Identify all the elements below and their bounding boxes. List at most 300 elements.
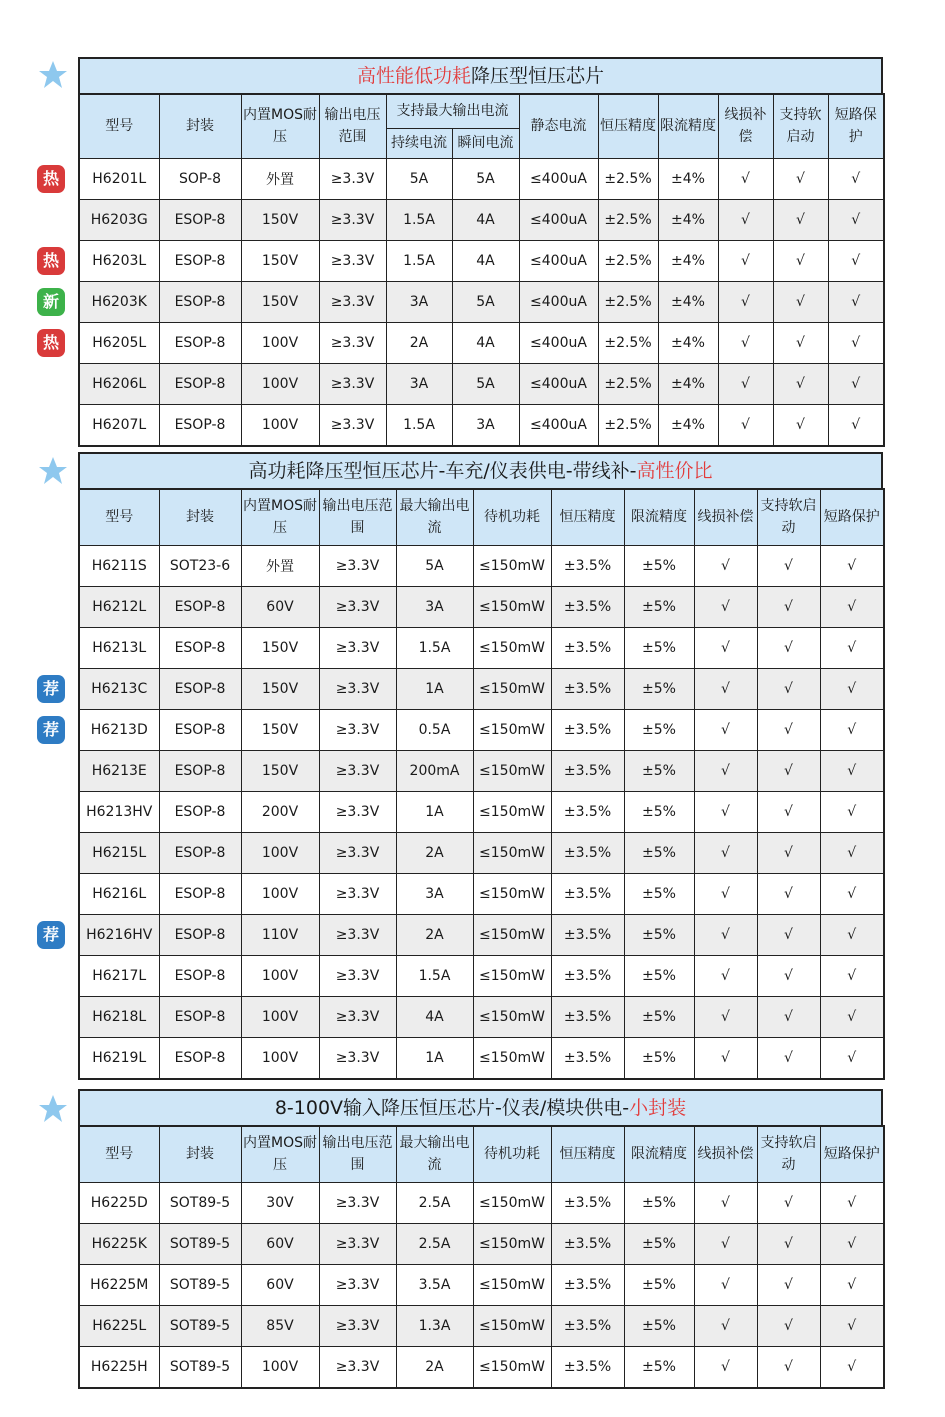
table-cell: √ (757, 586, 820, 627)
column-header: 支持软启动 (757, 489, 820, 545)
table-cell: ±3.5% (551, 627, 624, 668)
table-cell: ±4% (658, 199, 718, 240)
model-cell: H6201L (79, 158, 159, 199)
table-row (79, 158, 884, 199)
table-cell: ≥3.3V (319, 404, 386, 446)
section-title: 高性能低功耗降压型恒压芯片 (78, 57, 883, 93)
table-cell: ±3.5% (551, 914, 624, 955)
spec-table (78, 1125, 885, 1389)
header-model: 型号 (79, 94, 159, 158)
table-cell: √ (820, 750, 884, 791)
table-cell: 2A (396, 914, 473, 955)
table-cell: 4A (452, 199, 519, 240)
table-row (79, 996, 884, 1037)
column-header: 短路保护 (820, 1126, 884, 1182)
table-cell: 150V (241, 709, 319, 750)
model-cell: H6203L (79, 240, 159, 281)
column-header: 封装 (159, 1126, 241, 1182)
table-cell: ≥3.3V (319, 1182, 396, 1223)
table-cell: ESOP-8 (159, 791, 241, 832)
table-cell: √ (757, 832, 820, 873)
model-cell: H6203K (79, 281, 159, 322)
table-cell: √ (694, 1264, 757, 1305)
star-icon (38, 1094, 68, 1124)
table-cell: 1.5A (386, 199, 452, 240)
model-cell: H6225D (79, 1182, 159, 1223)
table-cell: 100V (241, 873, 319, 914)
table-cell: √ (757, 1346, 820, 1388)
column-header: 封装 (159, 489, 241, 545)
table-row (79, 363, 884, 404)
table-cell: ≥3.3V (319, 996, 396, 1037)
table-row (79, 545, 884, 586)
model-cell: H6207L (79, 404, 159, 446)
table-cell: ±3.5% (551, 1037, 624, 1079)
table-cell: ≤400uA (519, 240, 598, 281)
table-cell: 5A (452, 281, 519, 322)
rec-badge: 荐 (37, 675, 65, 703)
model-cell: H6203G (79, 199, 159, 240)
table-cell: ±4% (658, 281, 718, 322)
table-cell: ±2.5% (598, 281, 658, 322)
column-header: 恒压精度 (551, 489, 624, 545)
model-cell: H6215L (79, 832, 159, 873)
table-cell: ≤150mW (473, 668, 551, 709)
spec-table (78, 488, 885, 1080)
table-cell: √ (757, 791, 820, 832)
model-cell: H6217L (79, 955, 159, 996)
table-cell: √ (828, 158, 884, 199)
table-cell: √ (820, 1305, 884, 1346)
table-cell: √ (757, 750, 820, 791)
table-cell: √ (757, 996, 820, 1037)
table-cell: 60V (241, 1264, 319, 1305)
column-header: 线损补偿 (694, 489, 757, 545)
table-cell: ±2.5% (598, 404, 658, 446)
table-cell: 3A (386, 363, 452, 404)
table-cell: 1.5A (386, 404, 452, 446)
table-cell: 200V (241, 791, 319, 832)
section-high-performance (78, 57, 883, 447)
table-cell: √ (718, 322, 773, 363)
star-icon (38, 456, 68, 486)
table-cell: √ (828, 281, 884, 322)
table-cell: ±5% (624, 545, 694, 586)
table-cell: 2A (386, 322, 452, 363)
table-cell: ≥3.3V (319, 158, 386, 199)
table-cell: √ (694, 586, 757, 627)
column-header: 输出电压范围 (319, 1126, 396, 1182)
table-cell: ESOP-8 (159, 281, 241, 322)
table-cell: ±5% (624, 1305, 694, 1346)
hot-badge: 热 (37, 329, 65, 357)
table-cell: SOP-8 (159, 158, 241, 199)
table-cell: 2.5A (396, 1182, 473, 1223)
table-cell: √ (820, 709, 884, 750)
column-header: 最大输出电流 (396, 1126, 473, 1182)
table-cell: √ (694, 832, 757, 873)
table-cell: 3A (396, 873, 473, 914)
table-cell: ±3.5% (551, 873, 624, 914)
table-cell: ≥3.3V (319, 955, 396, 996)
header-cc: 限流精度 (658, 94, 718, 158)
table-cell: √ (757, 1223, 820, 1264)
table-cell: ≤150mW (473, 627, 551, 668)
table-cell: ±3.5% (551, 955, 624, 996)
table-cell: ±5% (624, 709, 694, 750)
column-header: 待机功耗 (473, 1126, 551, 1182)
table-cell: 3.5A (396, 1264, 473, 1305)
column-header: 恒压精度 (551, 1126, 624, 1182)
table-cell: 85V (241, 1305, 319, 1346)
table-row (79, 873, 884, 914)
table-cell: √ (757, 914, 820, 955)
column-header: 支持软启动 (757, 1126, 820, 1182)
star-icon (38, 60, 68, 90)
table-cell: √ (694, 668, 757, 709)
table-cell: √ (757, 1037, 820, 1079)
table-cell: ±5% (624, 1346, 694, 1388)
table-row (79, 1182, 884, 1223)
table-cell: √ (820, 668, 884, 709)
table-cell: ±5% (624, 1037, 694, 1079)
table-cell: ±5% (624, 832, 694, 873)
hot-badge: 热 (37, 165, 65, 193)
model-cell: H6216L (79, 873, 159, 914)
model-cell: H6213E (79, 750, 159, 791)
table-cell: ≤150mW (473, 914, 551, 955)
table-cell: √ (757, 1305, 820, 1346)
column-header: 限流精度 (624, 1126, 694, 1182)
table-cell: ≥3.3V (319, 791, 396, 832)
table-cell: √ (820, 873, 884, 914)
table-cell: √ (773, 322, 828, 363)
hot-badge: 热 (37, 247, 65, 275)
column-header: 输出电压范围 (319, 489, 396, 545)
table-cell: ≥3.3V (319, 914, 396, 955)
table-cell: ±3.5% (551, 709, 624, 750)
table-cell: 100V (241, 1346, 319, 1388)
table-row (79, 1037, 884, 1079)
table-cell: 3A (386, 281, 452, 322)
table-cell: √ (694, 1346, 757, 1388)
table-cell: √ (718, 404, 773, 446)
table-row (79, 709, 884, 750)
table-cell: ≤150mW (473, 1037, 551, 1079)
table-row (79, 240, 884, 281)
table-cell: 2A (396, 832, 473, 873)
table-cell: √ (718, 363, 773, 404)
model-cell: H6225M (79, 1264, 159, 1305)
table-cell: √ (828, 322, 884, 363)
table-cell: √ (694, 1223, 757, 1264)
table-cell: ±4% (658, 363, 718, 404)
table-cell: ≤150mW (473, 709, 551, 750)
section-title: 8-100V输入降压恒压芯片-仪表/模块供电-小封装 (78, 1089, 883, 1125)
table-cell: 4A (452, 322, 519, 363)
table-cell: 外置 (241, 545, 319, 586)
table-cell: ±5% (624, 750, 694, 791)
model-cell: H6212L (79, 586, 159, 627)
table-cell: ≤150mW (473, 1305, 551, 1346)
model-cell: H6225H (79, 1346, 159, 1388)
table-cell: ESOP-8 (159, 709, 241, 750)
table-cell: √ (757, 627, 820, 668)
header-max-out: 支持最大输出电流 (386, 94, 519, 128)
table-cell: SOT89-5 (159, 1223, 241, 1264)
table-cell: ≥3.3V (319, 199, 386, 240)
table-cell: √ (694, 545, 757, 586)
table-cell: ±3.5% (551, 996, 624, 1037)
table-cell: ±3.5% (551, 832, 624, 873)
table-cell: 100V (241, 955, 319, 996)
table-cell: √ (773, 240, 828, 281)
table-row (79, 1264, 884, 1305)
table-cell: √ (820, 1223, 884, 1264)
table-row (79, 832, 884, 873)
table-cell: ≥3.3V (319, 750, 396, 791)
table-row (79, 791, 884, 832)
table-cell: ±2.5% (598, 363, 658, 404)
table-cell: 100V (241, 832, 319, 873)
model-cell: H6213HV (79, 791, 159, 832)
table-cell: SOT23-6 (159, 545, 241, 586)
table-cell: ESOP-8 (159, 668, 241, 709)
table-cell: ±2.5% (598, 158, 658, 199)
table-cell: ±3.5% (551, 1346, 624, 1388)
table-cell: ≤150mW (473, 586, 551, 627)
table-cell: √ (773, 404, 828, 446)
table-row (79, 1346, 884, 1388)
model-cell: H6213D (79, 709, 159, 750)
table-cell: √ (828, 404, 884, 446)
model-cell: H6225K (79, 1223, 159, 1264)
header-vout: 输出电压范围 (319, 94, 386, 158)
table-cell: √ (820, 1264, 884, 1305)
table-row (79, 586, 884, 627)
table-cell: 1A (396, 791, 473, 832)
header-cv: 恒压精度 (598, 94, 658, 158)
table-cell: ±2.5% (598, 199, 658, 240)
table-cell: ESOP-8 (159, 832, 241, 873)
table-cell: ±5% (624, 668, 694, 709)
table-cell: ESOP-8 (159, 240, 241, 281)
table-cell: ≤150mW (473, 750, 551, 791)
header-line: 线损补偿 (718, 94, 773, 158)
section-title: 高功耗降压型恒压芯片-车充/仪表供电-带线补-高性价比 (78, 452, 883, 488)
table-cell: √ (820, 996, 884, 1037)
column-header: 线损补偿 (694, 1126, 757, 1182)
table-cell: ≥3.3V (319, 832, 396, 873)
table-cell: √ (828, 363, 884, 404)
table-cell: ±4% (658, 322, 718, 363)
table-cell: ±4% (658, 240, 718, 281)
table-cell: 150V (241, 627, 319, 668)
table-cell: 3A (452, 404, 519, 446)
table-cell: SOT89-5 (159, 1182, 241, 1223)
table-cell: ±5% (624, 1223, 694, 1264)
table-cell: 2A (396, 1346, 473, 1388)
table-cell: √ (757, 873, 820, 914)
table-cell: ≤400uA (519, 363, 598, 404)
table-cell: ≥3.3V (319, 240, 386, 281)
table-cell: √ (820, 914, 884, 955)
table-cell: ±3.5% (551, 1182, 624, 1223)
table-cell: √ (694, 955, 757, 996)
table-cell: ESOP-8 (159, 404, 241, 446)
section-small-package (78, 1089, 883, 1389)
header-mos: 内置MOS耐压 (241, 94, 319, 158)
table-cell: ≤150mW (473, 791, 551, 832)
table-cell: ±3.5% (551, 668, 624, 709)
table-row (79, 914, 884, 955)
header-peak: 瞬间电流 (452, 128, 519, 158)
table-cell: ±5% (624, 955, 694, 996)
table-cell: √ (694, 709, 757, 750)
table-cell: √ (694, 750, 757, 791)
table-cell: √ (820, 586, 884, 627)
table-cell: √ (820, 1346, 884, 1388)
table-cell: ≥3.3V (319, 281, 386, 322)
table-cell: ≥3.3V (319, 363, 386, 404)
table-cell: ≥3.3V (319, 709, 396, 750)
table-cell: √ (820, 955, 884, 996)
column-header: 最大输出电流 (396, 489, 473, 545)
table-cell: ESOP-8 (159, 996, 241, 1037)
model-cell: H6211S (79, 545, 159, 586)
table-cell: √ (718, 240, 773, 281)
table-cell: √ (694, 873, 757, 914)
table-cell: ≥3.3V (319, 627, 396, 668)
table-cell: ≥3.3V (319, 1346, 396, 1388)
table-cell: 3A (396, 586, 473, 627)
table-cell: 1.5A (396, 955, 473, 996)
table-cell: √ (773, 199, 828, 240)
model-cell: H6218L (79, 996, 159, 1037)
header-soft: 支持软启动 (773, 94, 828, 158)
table-cell: √ (718, 158, 773, 199)
table-cell: ESOP-8 (159, 750, 241, 791)
table-cell: 5A (396, 545, 473, 586)
table-row (79, 281, 884, 322)
table-cell: 1.3A (396, 1305, 473, 1346)
column-header: 短路保护 (820, 489, 884, 545)
table-row (79, 1223, 884, 1264)
table-cell: ≤150mW (473, 955, 551, 996)
table-cell: √ (773, 363, 828, 404)
table-cell: ≤150mW (473, 832, 551, 873)
table-cell: √ (757, 668, 820, 709)
table-cell: SOT89-5 (159, 1264, 241, 1305)
table-cell: ≥3.3V (319, 322, 386, 363)
table-cell: √ (828, 240, 884, 281)
table-cell: ±3.5% (551, 545, 624, 586)
table-cell: 2.5A (396, 1223, 473, 1264)
table-cell: 150V (241, 240, 319, 281)
table-cell: ±5% (624, 586, 694, 627)
header-iq: 静态电流 (519, 94, 598, 158)
table-cell: ±5% (624, 873, 694, 914)
table-row (79, 1305, 884, 1346)
table-cell: ±3.5% (551, 1223, 624, 1264)
table-cell: ≤150mW (473, 1346, 551, 1388)
table-cell: √ (694, 914, 757, 955)
table-cell: ≥3.3V (319, 1264, 396, 1305)
table-cell: √ (828, 199, 884, 240)
table-row (79, 955, 884, 996)
table-cell: 0.5A (396, 709, 473, 750)
table-cell: ≤150mW (473, 1264, 551, 1305)
table-cell: √ (757, 1182, 820, 1223)
table-cell: √ (694, 791, 757, 832)
table-cell: ≤400uA (519, 158, 598, 199)
table-cell: 110V (241, 914, 319, 955)
table-cell: 150V (241, 281, 319, 322)
table-cell: ≤400uA (519, 404, 598, 446)
new-badge: 新 (37, 288, 65, 316)
table-cell: √ (718, 199, 773, 240)
table-cell: 1.5A (396, 627, 473, 668)
column-header: 型号 (79, 489, 159, 545)
table-cell: ≥3.3V (319, 586, 396, 627)
table-row (79, 199, 884, 240)
table-cell: √ (718, 281, 773, 322)
table-cell: 30V (241, 1182, 319, 1223)
table-cell: √ (694, 627, 757, 668)
table-cell: 100V (241, 363, 319, 404)
table-cell: ESOP-8 (159, 627, 241, 668)
model-cell: H6205L (79, 322, 159, 363)
table-cell: √ (773, 158, 828, 199)
table-cell: ±5% (624, 1182, 694, 1223)
table-cell: √ (757, 955, 820, 996)
table-cell: ≤150mW (473, 545, 551, 586)
table-cell: SOT89-5 (159, 1346, 241, 1388)
table-cell: ESOP-8 (159, 586, 241, 627)
table-cell: √ (757, 709, 820, 750)
table-cell: √ (694, 1037, 757, 1079)
table-cell: 1A (396, 668, 473, 709)
column-header: 待机功耗 (473, 489, 551, 545)
table-cell: ESOP-8 (159, 363, 241, 404)
table-cell: ≤400uA (519, 281, 598, 322)
table-cell: √ (820, 1037, 884, 1079)
model-cell: H6213C (79, 668, 159, 709)
table-cell: ≤150mW (473, 873, 551, 914)
table-cell: 100V (241, 404, 319, 446)
table-cell: √ (773, 281, 828, 322)
table-cell: 150V (241, 750, 319, 791)
table-cell: ±5% (624, 914, 694, 955)
table-cell: 60V (241, 586, 319, 627)
table-cell: ±3.5% (551, 750, 624, 791)
table-cell: √ (820, 627, 884, 668)
table-cell: √ (694, 1305, 757, 1346)
table-cell: ±2.5% (598, 322, 658, 363)
table-cell: 1A (396, 1037, 473, 1079)
table-cell: 外置 (241, 158, 319, 199)
table-cell: 4A (396, 996, 473, 1037)
rec-badge: 荐 (37, 921, 65, 949)
table-cell: ±5% (624, 996, 694, 1037)
table-cell: ±5% (624, 791, 694, 832)
column-header: 内置MOS耐压 (241, 1126, 319, 1182)
model-cell: H6216HV (79, 914, 159, 955)
header-short: 短路保护 (828, 94, 884, 158)
table-cell: ESOP-8 (159, 322, 241, 363)
column-header: 型号 (79, 1126, 159, 1182)
table-row (79, 750, 884, 791)
